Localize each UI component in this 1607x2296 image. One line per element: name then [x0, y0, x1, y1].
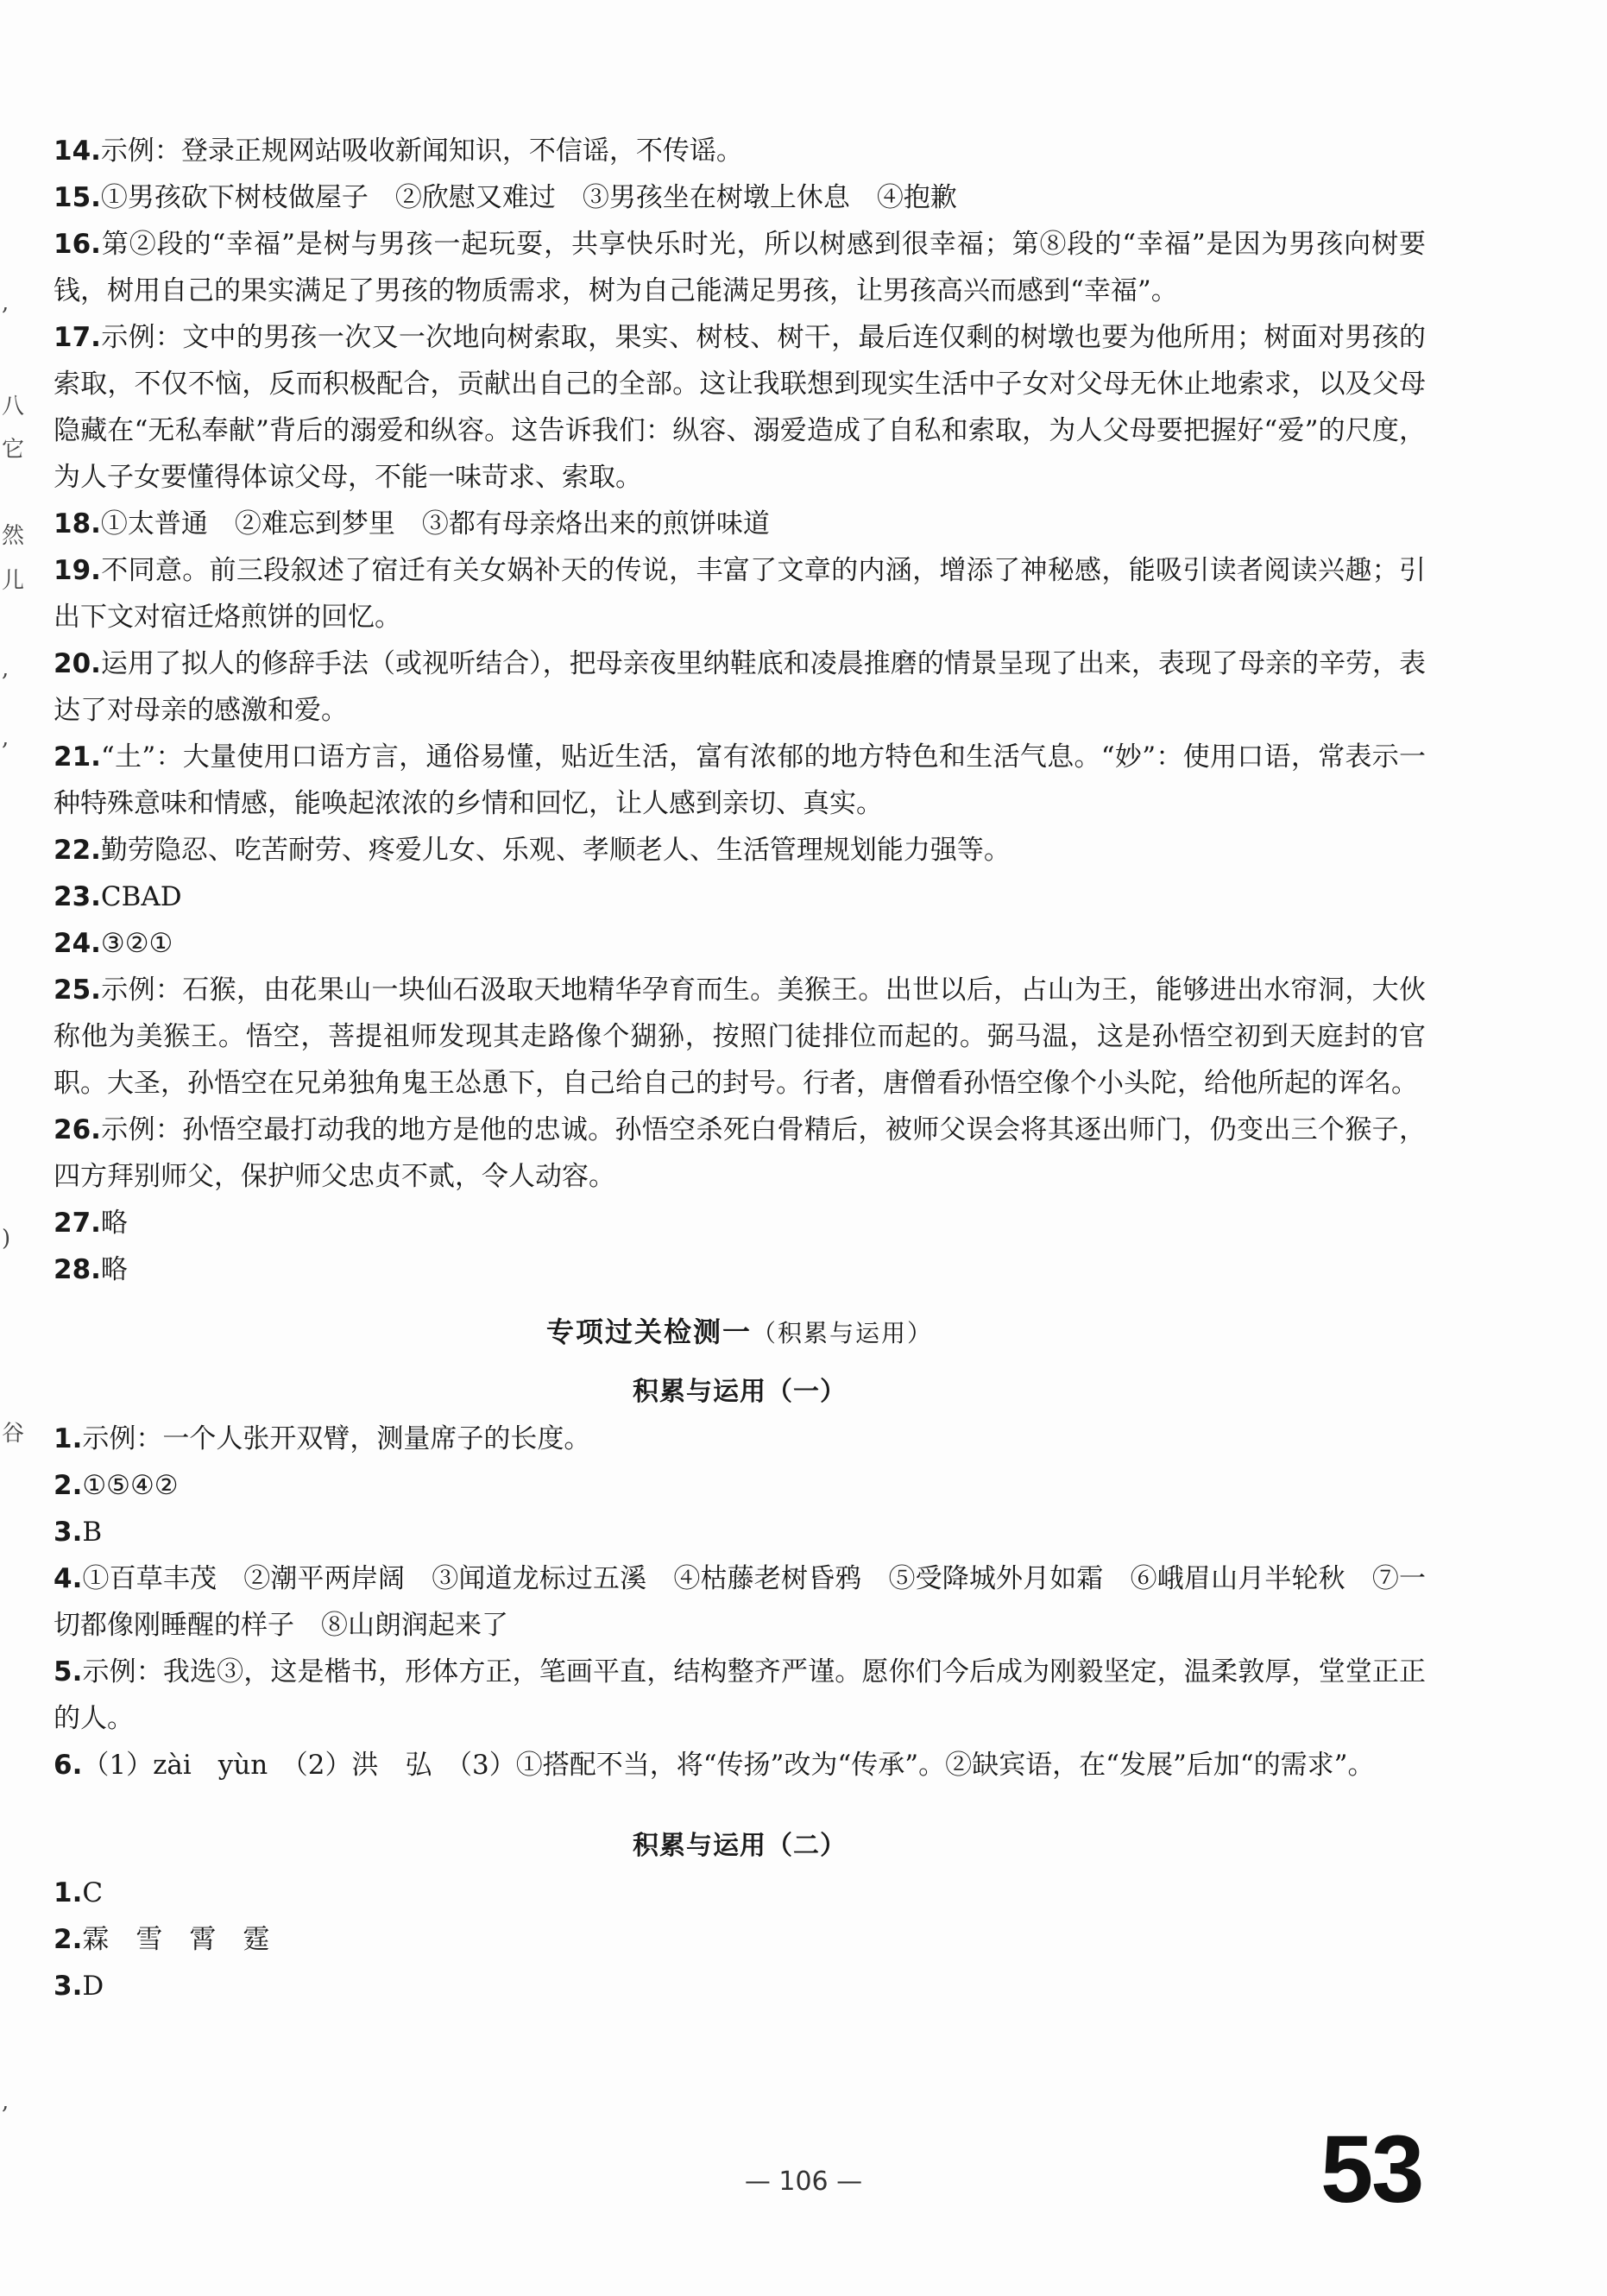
answer-item — [54, 1649, 1426, 1742]
section-title-main: 专项过关检测一 — [545, 1315, 752, 1348]
answer-text: 示例：石猴，由花果山一块仙石汲取天地精华孕育而生。美猴王。出世以后，占山为王，能够进出水帘洞，大伙称他为美猴王。悟空，菩提祖师发现其走路像个猢狲，按照门徒排位而起的。弼马温，这是孙悟空初到天庭封的官职。大圣，孙悟空在兄弟独角鬼王怂恿下，自己给自己的封号。行者，唐僧看孙悟空像个小头陀，给他所起的诨名。 — [54, 975, 1426, 1099]
answer-item — [54, 967, 1426, 1107]
answer-text: 运用了拟人的修辞手法（或视听结合），把母亲夜里纳鞋底和凌晨推磨的情景呈现了出来，表现了母亲的辛劳，表达了对母亲的感激和爱。 — [54, 648, 1426, 726]
answer-item — [54, 1870, 1426, 1916]
margin-mark: 然 — [2, 523, 25, 549]
answer-number: 24. — [54, 928, 101, 959]
answer-number: 27. — [54, 1208, 101, 1239]
part-one-title: 积累与运用（一） — [633, 1377, 847, 1407]
answer-number: 1. — [54, 1877, 83, 1908]
corner-page-number: 53 — [1320, 2116, 1423, 2223]
margin-mark: , — [2, 2089, 9, 2115]
margin-mark: , — [2, 656, 9, 682]
answer-text: 略 — [100, 1208, 128, 1239]
section-title-sub: （积累与运用） — [752, 1319, 934, 1347]
answer-number: 6. — [54, 1750, 83, 1781]
answer-number: 23. — [54, 881, 101, 912]
answer-item — [54, 1963, 1426, 2009]
answer-item — [54, 1200, 1426, 1246]
answer-text: D — [82, 1971, 104, 2002]
answer-text: ①男孩砍下树枝做屋子 ②欣慰又难过 ③男孩坐在树墩上休息 ④抱歉 — [100, 182, 957, 213]
answer-text: 示例：孙悟空最打动我的地方是他的忠诚。孙悟空杀死白骨精后，被师父误会将其逐出师门，仍变出三个猴子，四方拜别师父，保护师父忠贞不贰，令人动容。 — [54, 1114, 1426, 1192]
answer-item — [54, 640, 1426, 734]
answer-item — [54, 1916, 1426, 1963]
answer-item — [54, 1509, 1426, 1555]
answer-number: 3. — [54, 1971, 83, 2002]
answer-number: 22. — [54, 835, 101, 866]
answer-item — [54, 734, 1426, 827]
answer-text: ①⑤④② — [82, 1470, 179, 1501]
answer-item — [54, 1107, 1426, 1200]
answer-number: 16. — [54, 229, 101, 260]
answer-item — [54, 874, 1426, 920]
answer-text: 略 — [100, 1254, 128, 1285]
answer-item — [54, 501, 1426, 547]
answer-text: 勤劳隐忍、吃苦耐劳、疼爱儿女、乐观、孝顺老人、生活管理规划能力强等。 — [100, 835, 1011, 866]
answer-number: 5. — [54, 1656, 83, 1687]
answer-item — [54, 221, 1426, 314]
answer-text: ①太普通 ②难忘到梦里 ③都有母亲烙出来的煎饼味道 — [100, 508, 770, 539]
answer-number: 28. — [54, 1254, 101, 1285]
answer-item — [54, 1555, 1426, 1649]
answer-content — [54, 128, 1426, 2009]
section-title — [54, 1309, 1426, 1357]
answer-text: （1）zài yùn （2）洪 弘 （3）①搭配不当，将“传扬”改为“传承”。②缺宾语，在“发展”后加“的需求”。 — [82, 1750, 1375, 1781]
answer-item — [54, 547, 1426, 640]
answer-number: 14. — [54, 136, 101, 167]
answer-item — [54, 1416, 1426, 1462]
answer-number: 18. — [54, 508, 101, 539]
answer-number: 3. — [54, 1517, 83, 1548]
answer-text: 不同意。前三段叙述了宿迁有关女娲补天的传说，丰富了文章的内涵，增添了神秘感，能吸引读者阅读兴趣；引出下文对宿迁烙煎饼的回忆。 — [54, 555, 1426, 633]
answer-text: ③②① — [100, 928, 173, 959]
answer-number: 26. — [54, 1114, 101, 1145]
answer-item — [54, 314, 1426, 501]
part-two-title: 积累与运用（二） — [633, 1831, 847, 1861]
answer-number: 15. — [54, 182, 101, 213]
answer-number: 2. — [54, 1924, 83, 1955]
answer-text: 霖 雪 霄 霆 — [82, 1924, 270, 1955]
answer-text: 示例：文中的男孩一次又一次地向树索取，果实、树枝、树干，最后连仅剩的树墩也要为他所用；树面对男孩的索取，不仅不恼，反而积极配合，贡献出自己的全部。这让我联想到现实生活中子女对父母无休止地索求，以及父母隐藏在“无私奉献”背后的溺爱和纵容。这告诉我们：纵容、溺爱造成了自私和索取，为人父母要把握好“爱”的尺度，为人子女要懂得体谅父母，不能一味苛求、索取。 — [54, 322, 1426, 493]
answer-item — [54, 128, 1426, 174]
answer-number: 21. — [54, 741, 101, 773]
answer-item — [54, 920, 1426, 967]
margin-mark: 谷 — [2, 1421, 25, 1447]
margin-mark: , — [2, 725, 9, 751]
answer-number: 2. — [54, 1470, 83, 1501]
answer-text: ①百草丰茂 ②潮平两岸阔 ③闻道龙标过五溪 ④枯藤老树昏鸦 ⑤受降城外月如霜 ⑥峨眉山月半轮秋 ⑦一切都像刚睡醒的样子 ⑧山朗润起来了 — [54, 1563, 1426, 1641]
margin-mark: 它 — [2, 437, 25, 463]
answer-text: 示例：登录正规网站吸收新闻知识，不信谣，不传谣。 — [100, 136, 743, 167]
margin-mark: ) — [2, 1226, 11, 1252]
page-number: — 106 — — [744, 2167, 863, 2197]
answer-item — [54, 827, 1426, 874]
answer-item — [54, 1742, 1426, 1788]
margin-mark: 儿 — [2, 568, 25, 594]
answer-text: 示例：我选③，这是楷书，形体方正，笔画平直，结构整齐严谨。愿你们今后成为刚毅坚定，温柔敦厚，堂堂正正的人。 — [54, 1656, 1426, 1734]
answer-item — [54, 1462, 1426, 1509]
margin-mark: , — [2, 290, 9, 316]
answer-number: 25. — [54, 975, 101, 1006]
answer-number: 20. — [54, 648, 101, 679]
answer-text: 第②段的“幸福”是树与男孩一起玩耍，共享快乐时光，所以树感到很幸福；第⑧段的“幸福”是因为男孩向树要钱，树用自己的果实满足了男孩的物质需求，树为自己能满足男孩，让男孩高兴而感到“幸福”。 — [54, 229, 1426, 306]
answer-text: “土”：大量使用口语方言，通俗易懂，贴近生活，富有浓郁的地方特色和生活气息。“妙”：使用口语，常表示一种特殊意味和情感，能唤起浓浓的乡情和回忆，让人感到亲切、真实。 — [54, 741, 1426, 819]
answer-number: 4. — [54, 1563, 83, 1594]
answer-text: CBAD — [100, 881, 182, 912]
answer-number: 19. — [54, 555, 101, 586]
answer-text: 示例：一个人张开双臂，测量席子的长度。 — [82, 1423, 591, 1454]
answer-number: 1. — [54, 1423, 83, 1454]
margin-mark: 八 — [2, 394, 25, 419]
answer-text: C — [82, 1877, 104, 1908]
answer-item — [54, 1246, 1426, 1293]
answer-item — [54, 174, 1426, 221]
answer-text: B — [82, 1517, 103, 1548]
answer-number: 17. — [54, 322, 101, 353]
